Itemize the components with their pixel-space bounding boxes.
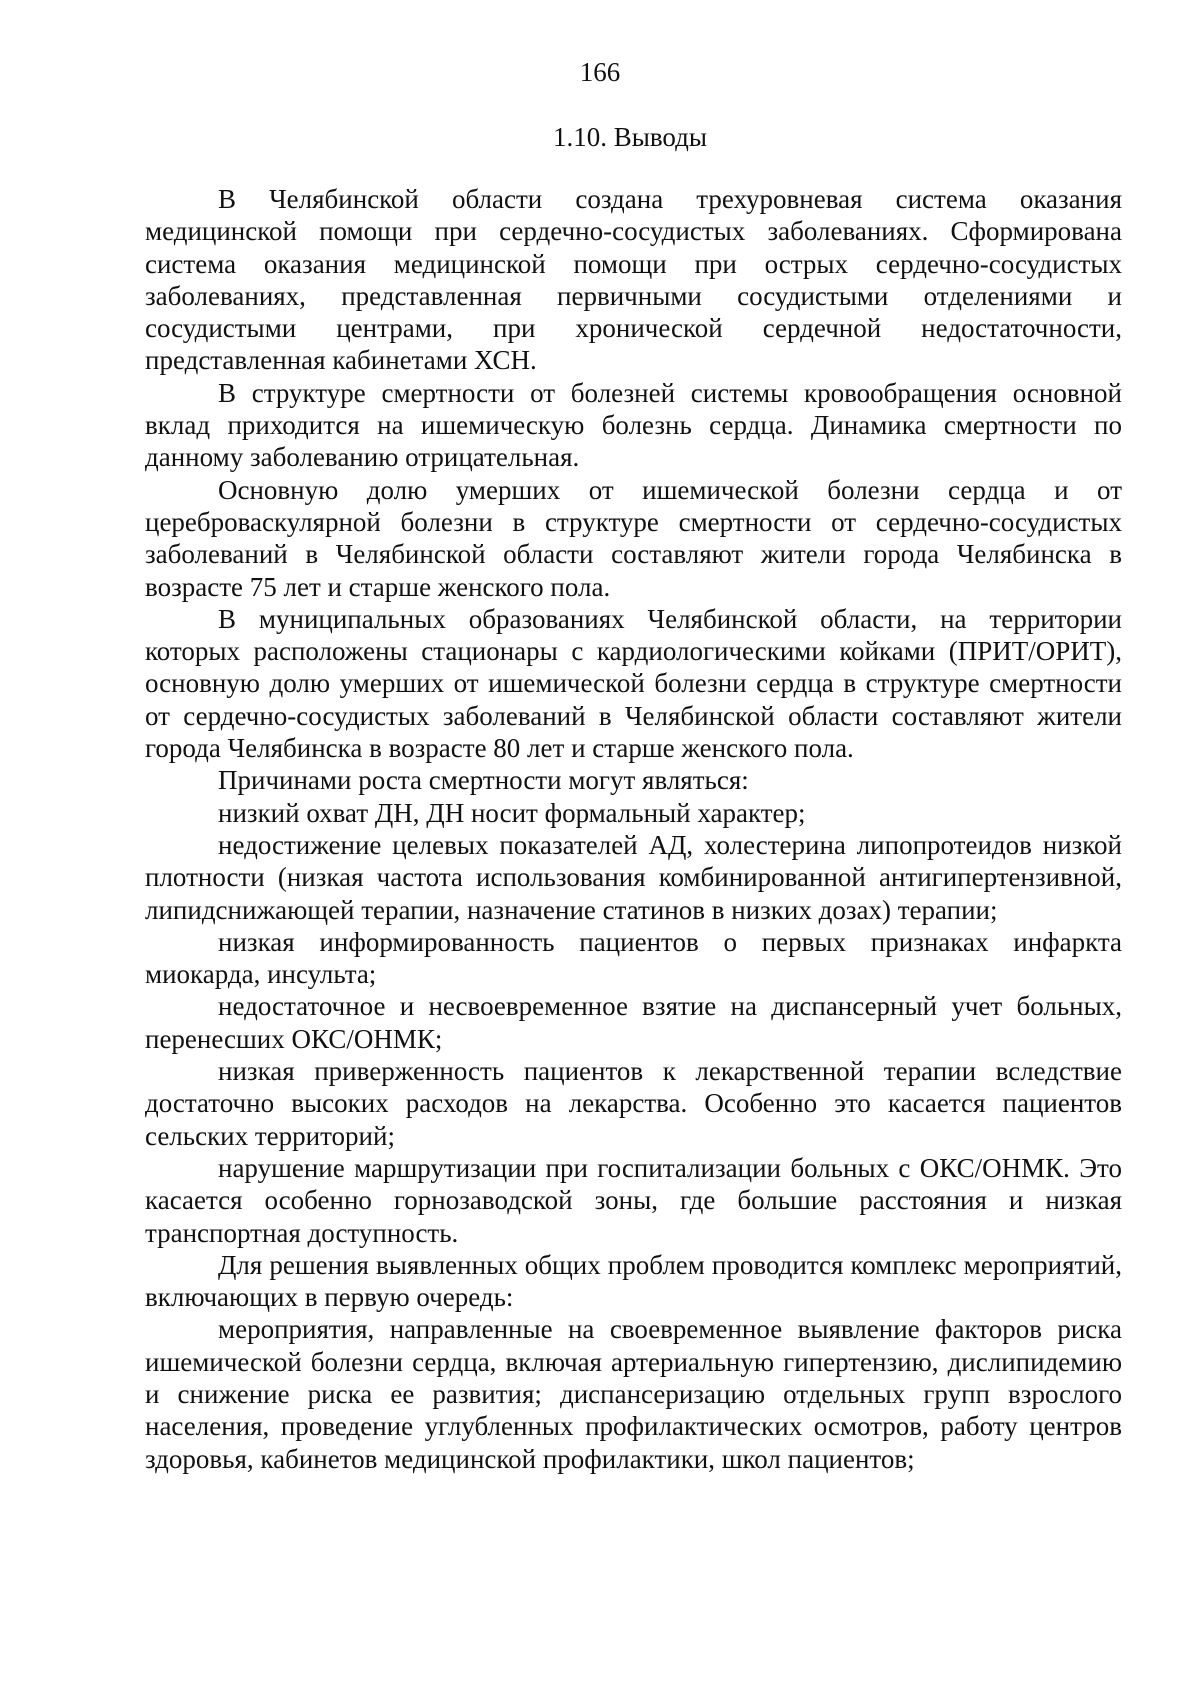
paragraph-6: Для решения выявленных общих проблем проводится комплекс мероприятий, включающих в первую очередь:: [145, 1249, 1122, 1313]
paragraph-3: Основную долю умерших от ишемической болезни сердца и от цереброваскулярной болезни в структуре смертности от сердечно-сосудистых заболеваний в Челябинской области составляют жители города Челябинска в возрасте 75 лет и старше женского пола.: [145, 474, 1122, 602]
list-item-6: нарушение маршрутизации при госпитализации больных с ОКС/ОНМК. Это касается особенно горнозаводской зоны, где большие расстояния и низкая транспортная доступность.: [145, 1152, 1122, 1248]
paragraph-4: В муниципальных образованиях Челябинской области, на территории которых расположены стационары с кардиологическими койками (ПРИТ/ОРИТ), основную долю умерших от ишемической болезни сердца в структуре смертности от сердечно-сосудистых заболеваний в Челябинской области составляют жители города Челябинска в возрасте 80 лет и старше женского пола.: [145, 603, 1122, 764]
paragraph-2: В структуре смертности от болезней системы кровообращения основной вклад приходится на ишемическую болезнь сердца. Динамика смертности по данному заболеванию отрицательная.: [145, 377, 1122, 473]
paragraph-5: Причинами роста смертности могут являться:: [218, 765, 749, 796]
paragraph-1: В Челябинской области создана трехуровневая система оказания медицинской помощи при сердечно-сосудистых заболеваниях. Сформирована система оказания медицинской помощи при острых сердечно-сосудистых заболеваниях, представленная первичными сосудистыми отделениями и сосудистыми центрами, при хронической сердечной недостаточности, представленная кабинетами ХСН.: [145, 184, 1122, 376]
list-item-2: недостижение целевых показателей АД, холестерина липопротеидов низкой плотности (низкая частота использования комбинированной антигипертензивной, липидснижающей терапии, назначение статинов в низких дозах) терапии;: [145, 829, 1122, 925]
list-item-5: низкая приверженность пациентов к лекарственной терапии вследствие достаточно высоких расходов на лекарства. Особенно это касается пациентов сельских территорий;: [145, 1056, 1122, 1151]
list-item-1: низкий охват ДН, ДН носит формальный характер;: [218, 797, 806, 828]
body-text: [145, 183, 1122, 1475]
list-item-7: мероприятия, направленные на своевременное выявление факторов риска ишемической болезни сердца, включая артериальную гипертензию, дислипидемию и снижение риска ее развития; диспансеризацию отдельных групп взрослого населения, проведение углубленных профилактических осмотров, работу центров здоровья, кабинетов медицинской профилактики, школ пациентов;: [145, 1314, 1122, 1474]
page-number: 166: [579, 57, 621, 87]
section-title: 1.10. Выводы: [552, 122, 708, 152]
list-item-4: недостаточное и несвоевременное взятие на диспансерный учет больных, перенесших ОКС/ОНМК;: [145, 991, 1122, 1054]
list-item-3: низкая информированность пациентов о первых признаках инфаркта миокарда, инсульта;: [145, 926, 1122, 990]
